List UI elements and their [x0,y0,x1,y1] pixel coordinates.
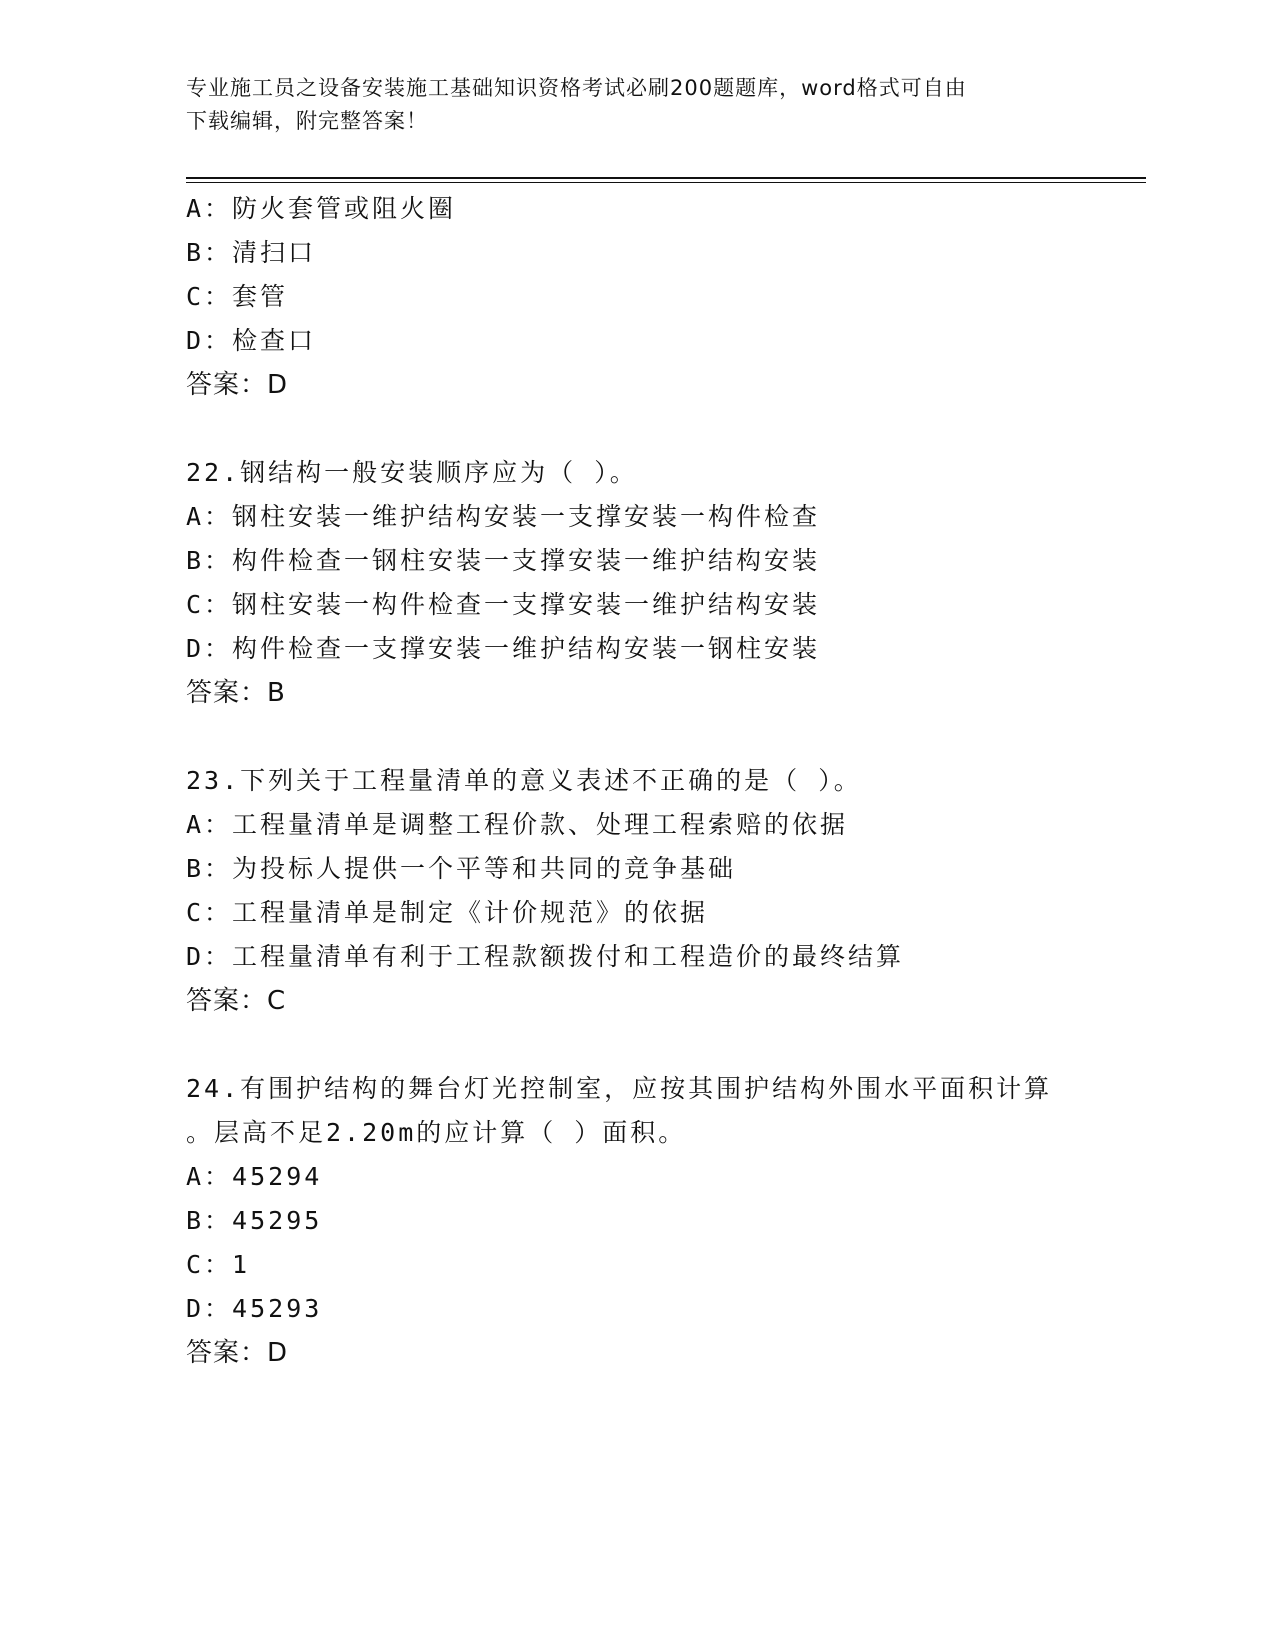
q21-answer: 答案：D [186,370,289,400]
q23-option-c: C：工程量清单是制定《计价规范》的依据 [186,898,709,927]
q21-option-b: B：清扫口 [186,238,317,267]
q23-option-b: B：为投标人提供一个平等和共同的竞争基础 [186,854,737,883]
q23-option-a: A：工程量清单是调整工程价款、处理工程索赔的依据 [186,810,849,839]
q24-option-d: D：45293 [186,1294,323,1323]
q24-question-line-2: 。层高不足2.20m的应计算（ ）面积。 [186,1118,687,1147]
q22-option-b: B：构件检查一钢柱安装一支撑安装一维护结构安装 [186,546,821,575]
header-title-line-2: 下载编辑，附完整答案！ [186,109,428,133]
q24-option-c: C：1 [186,1250,251,1279]
q22-question: 22.钢结构一般安装顺序应为（ ）。 [186,458,638,487]
q22-answer: 答案：B [186,678,286,708]
q24-answer: 答案：D [186,1338,289,1368]
header-divider-thick [186,177,1146,179]
document-header [186,72,1066,138]
q21-option-a: A：防火套管或阻火圈 [186,194,457,223]
header-divider-thin [186,182,1146,183]
q24-option-a: A：45294 [186,1162,323,1191]
q21-option-c: C：套管 [186,282,289,311]
q22-option-c: C：钢柱安装一构件检查一支撑安装一维护结构安装 [186,590,821,619]
header-title-line-1: 专业施工员之设备安装施工基础知识资格考试必刷200题题库，word格式可自由 [186,76,967,100]
q24-option-b: B：45295 [186,1206,323,1235]
q22-option-a: A：钢柱安装一维护结构安装一支撑安装一构件检查 [186,502,821,531]
q23-question: 23.下列关于工程量清单的意义表述不正确的是（ ）。 [186,766,862,795]
q21-option-d: D：检查口 [186,326,317,355]
q23-option-d: D：工程量清单有利于工程款额拨付和工程造价的最终结算 [186,942,905,971]
q23-answer: 答案：C [186,986,287,1016]
q22-option-d: D：构件检查一支撑安装一维护结构安装一钢柱安装 [186,634,821,663]
q24-question-line-1: 24.有围护结构的舞台灯光控制室，应按其围护结构外围水平面积计算 [186,1074,1053,1103]
